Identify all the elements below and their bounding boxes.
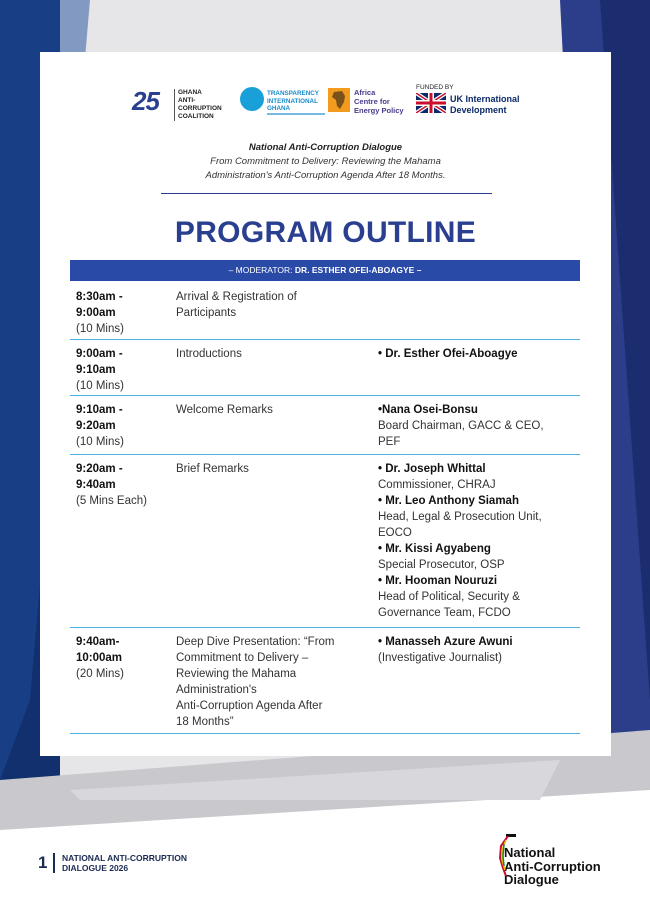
event-subtitle-line2: Administration's Anti-Corruption Agenda After 18 Months. bbox=[205, 170, 446, 181]
acep-logo: Africa Centre for Energy Policy bbox=[328, 80, 414, 126]
activity-cell: Arrival & Registration of Participants bbox=[176, 291, 297, 319]
union-jack-icon bbox=[416, 93, 446, 113]
activity-cell: Introductions bbox=[176, 348, 242, 360]
sponsor-logos bbox=[132, 80, 532, 126]
schedule-row bbox=[70, 283, 580, 340]
africa-map-icon bbox=[328, 88, 350, 112]
nacd-brand-logo: National Anti-Corruption Dialogue bbox=[504, 832, 624, 892]
speaker-cell: • Manasseh Azure Awuni (Investigative Journalist) bbox=[378, 636, 513, 664]
time-cell: 9:40am- 10:00am (20 Mins) bbox=[76, 636, 124, 680]
transparency-international-logo: TRANSPARENCY INTERNATIONAL GHANA bbox=[240, 80, 326, 126]
globe-icon bbox=[240, 87, 264, 111]
schedule-row bbox=[70, 628, 580, 734]
program-title: PROGRAM OUTLINE bbox=[174, 216, 477, 249]
title-divider bbox=[161, 193, 492, 194]
gacc-25-mark: 25 bbox=[132, 86, 159, 116]
time-cell: 9:10am - 9:20am (10 Mins) bbox=[76, 404, 124, 448]
program-card bbox=[40, 52, 611, 756]
time-cell: 9:20am - 9:40am (5 Mins Each) bbox=[76, 463, 147, 507]
footer-event-name: NATIONAL ANTI-CORRUPTION DIALOGUE 2026 bbox=[62, 853, 187, 873]
schedule-row bbox=[70, 455, 580, 628]
footer-divider bbox=[53, 853, 55, 873]
uk-international-development-logo: FUNDED BY UK International Development bbox=[416, 84, 520, 115]
activity-cell: Brief Remarks bbox=[176, 463, 249, 475]
speaker-cell: •Nana Osei-Bonsu Board Chairman, GACC & CEO, PEF bbox=[378, 404, 544, 448]
speaker-cell: • Dr. Joseph Whittal Commissioner, CHRAJ • Mr. Leo Anthony Siamah Head, Legal & Prosecution Unit, EOCO • Mr. Kissi Agyabeng Special Prosecutor, OSP • Mr. Hooman Nouruzi Head of Political, Security & Governance Team, FCDO bbox=[378, 463, 542, 619]
flag-stripe-icon bbox=[498, 836, 510, 876]
page-number: 1 bbox=[38, 853, 48, 872]
time-cell: 9:00am - 9:10am (10 Mins) bbox=[76, 348, 124, 392]
speaker-cell: • Dr. Esther Ofei-Aboagye bbox=[378, 348, 518, 360]
activity-cell: Welcome Remarks bbox=[176, 404, 273, 416]
event-subtitle-line1: From Commitment to Delivery: Reviewing the Mahama bbox=[210, 156, 441, 167]
schedule-row bbox=[70, 340, 580, 396]
event-title: National Anti-Corruption Dialogue bbox=[248, 142, 403, 153]
activity-cell: Deep Dive Presentation: “From Commitment to Delivery – Reviewing the Mahama Administration's Anti-Corruption Agenda After 18 Months” bbox=[176, 636, 335, 728]
moderator-bar: – MODERATOR: DR. ESTHER OFEI-ABOAGYE – bbox=[70, 260, 580, 281]
schedule-row bbox=[70, 396, 580, 455]
gacc-logo: 25 GHANA ANTI-CORRUPTION COALITION bbox=[132, 80, 237, 126]
time-cell: 8:30am - 9:00am (10 Mins) bbox=[76, 291, 124, 335]
